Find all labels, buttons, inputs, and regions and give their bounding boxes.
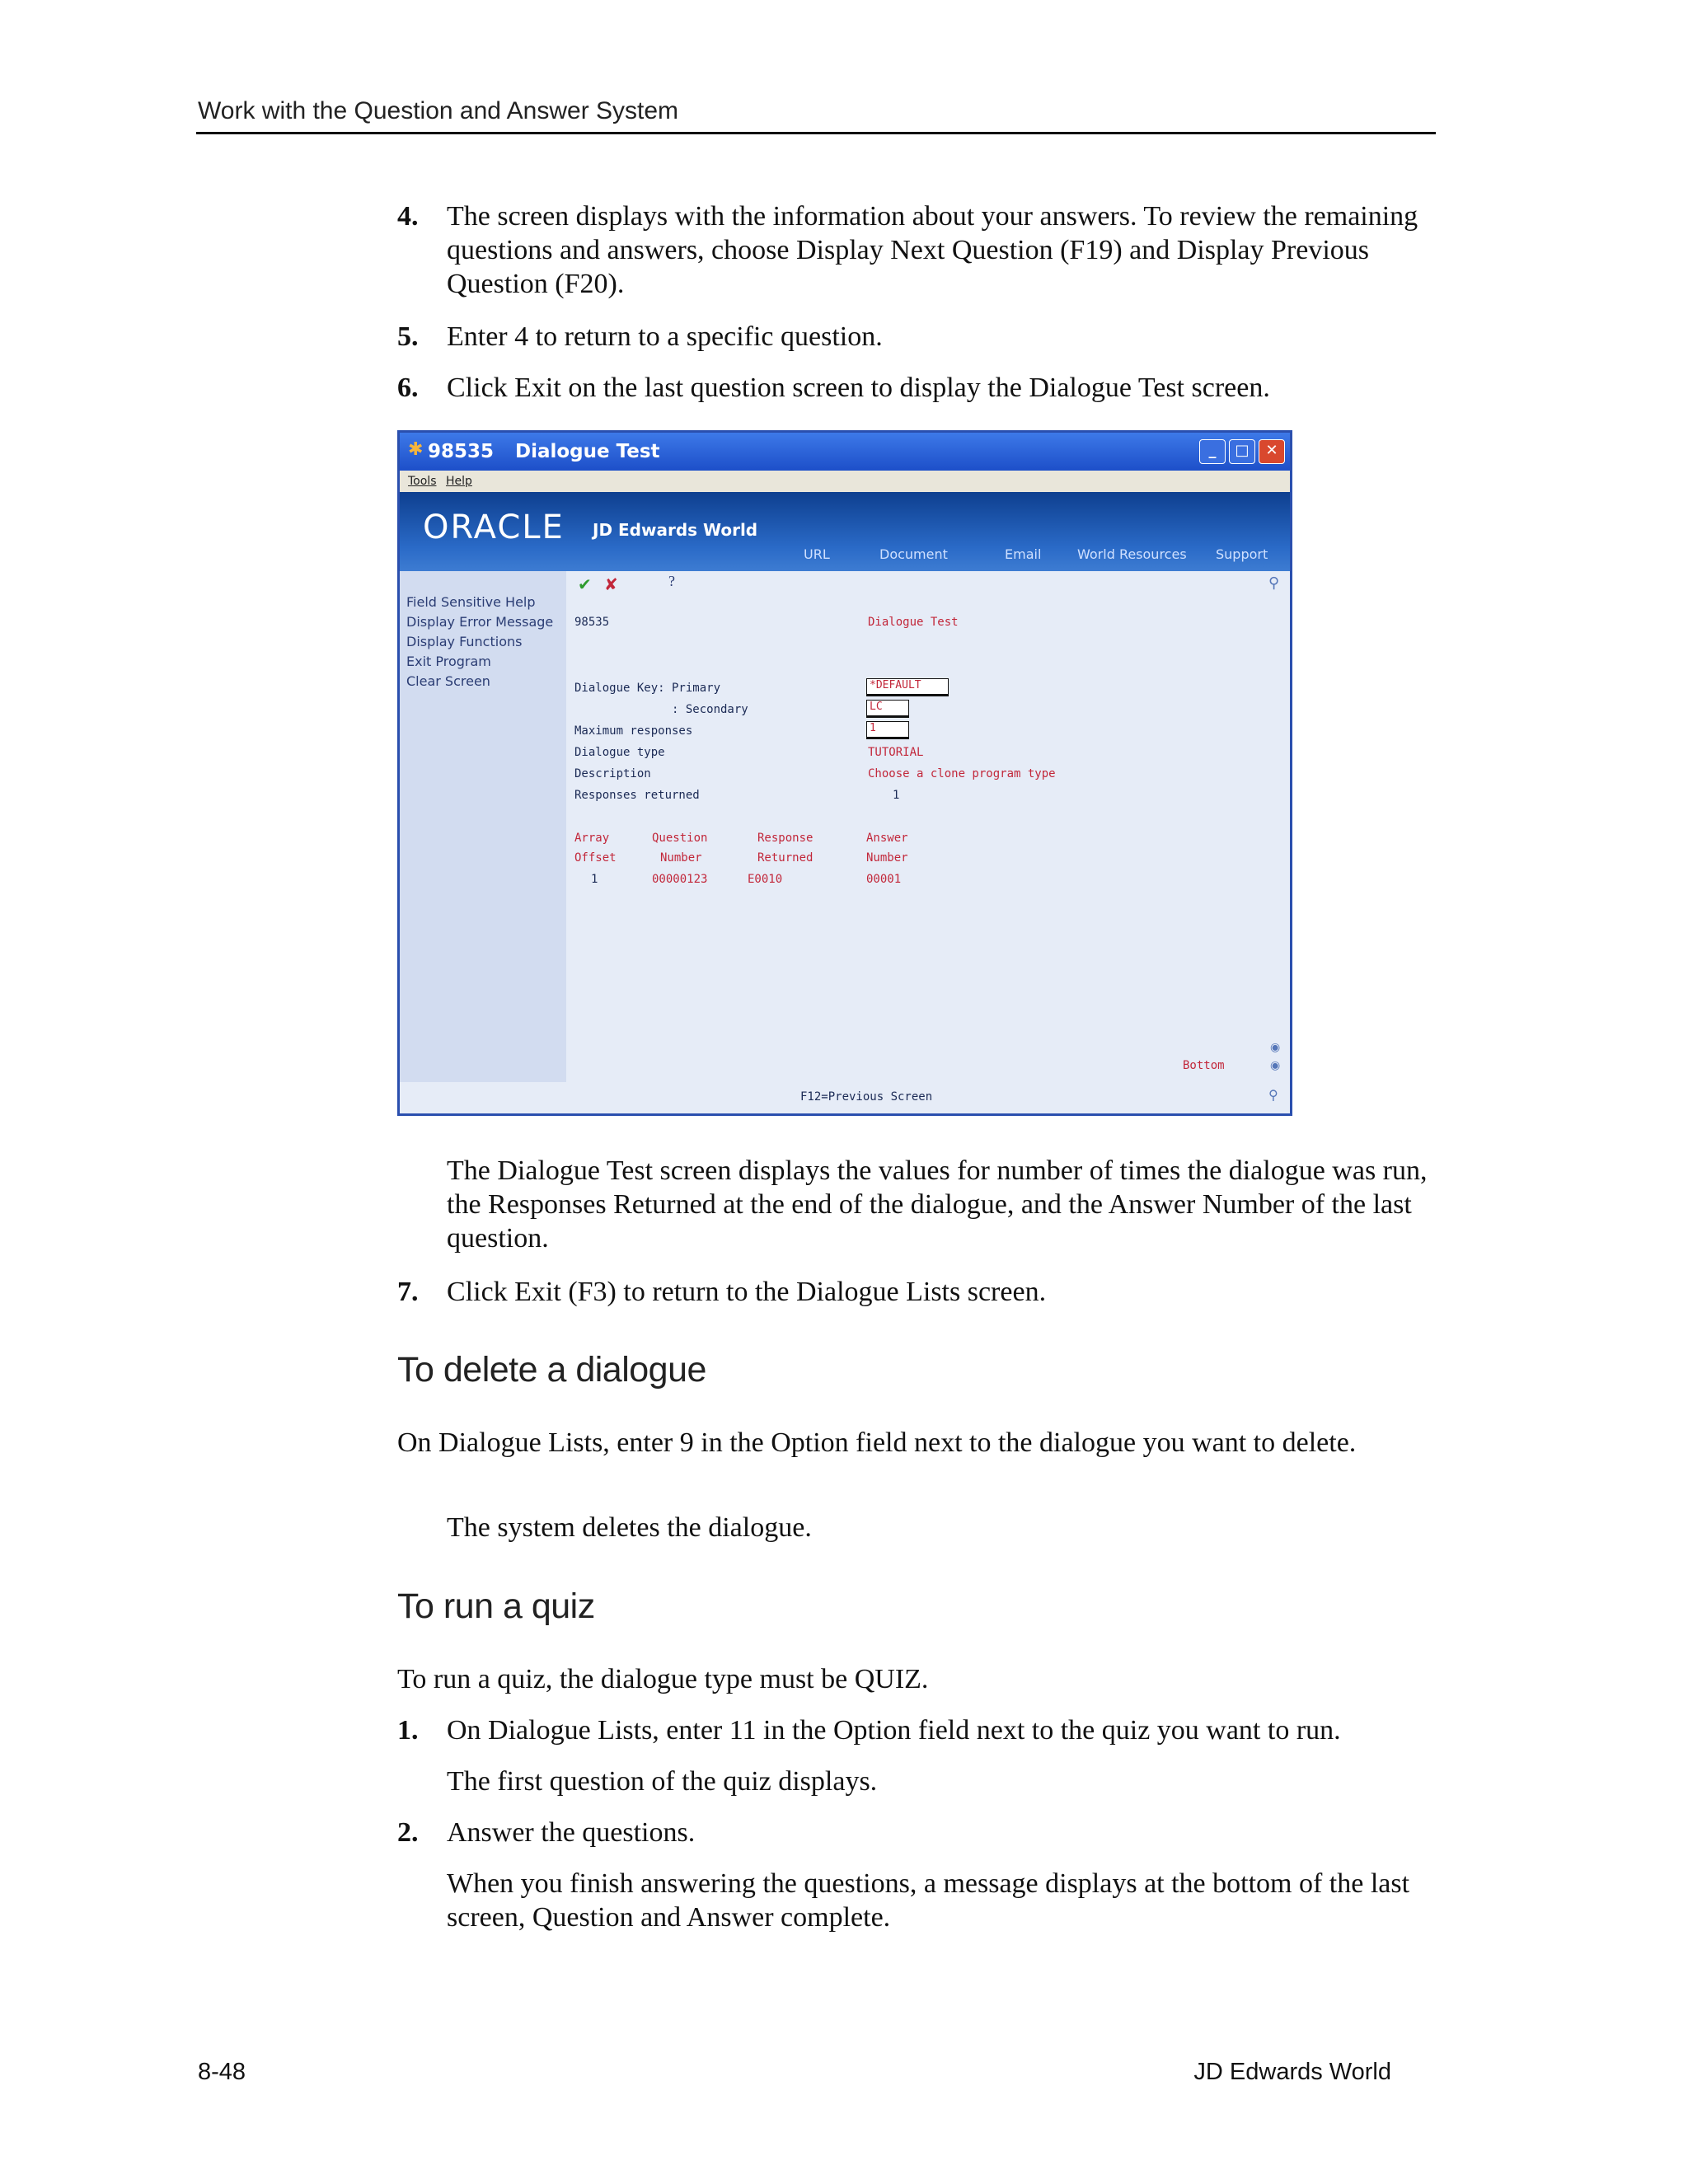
step-number: 2. bbox=[397, 1817, 419, 1848]
step-text: The screen displays with the information about your answers. To review the remaining questions and answers, choose Display Next Question (F19) and Display Previous Question (F20). bbox=[447, 201, 1418, 299]
oracle-banner bbox=[400, 492, 1290, 571]
help-icon[interactable]: ? bbox=[668, 573, 675, 589]
label-dialogue-type: Dialogue type bbox=[574, 746, 665, 759]
menu-exit-program[interactable]: Exit Program bbox=[406, 654, 491, 669]
dialogue-test-screenshot bbox=[397, 430, 1292, 1116]
nav-support[interactable]: Support bbox=[1216, 546, 1268, 562]
step-number: 4. bbox=[397, 201, 419, 232]
step-text: Answer the questions. bbox=[447, 1817, 696, 1848]
responses-returned-value: 1 bbox=[893, 789, 900, 802]
grid-header-returned: Returned bbox=[757, 851, 814, 865]
bottom-marker: Bottom bbox=[1183, 1059, 1225, 1072]
right-tool-column bbox=[1265, 571, 1290, 1082]
zoom-icon[interactable]: ⚲ bbox=[1268, 1089, 1278, 1103]
menu-clear-screen[interactable]: Clear Screen bbox=[406, 673, 490, 689]
delete-result: The system deletes the dialogue. bbox=[447, 1512, 812, 1543]
form-title: Dialogue Test bbox=[868, 616, 959, 629]
window-number: 98535 bbox=[428, 441, 495, 462]
grid-header-response: Response bbox=[757, 832, 814, 845]
nav-url[interactable]: URL bbox=[804, 546, 830, 562]
heading-run-quiz: To run a quiz bbox=[397, 1586, 595, 1626]
delete-instruction: On Dialogue Lists, enter 9 in the Option field next to the dialogue you want to delete. bbox=[397, 1427, 1357, 1458]
screenshot-explanation: The Dialogue Test screen displays the values for number of times the dialogue was run, the Responses Returned at the end of the dialogue, and the Answer Number of the last question. bbox=[447, 1155, 1428, 1254]
nav-world-resources[interactable]: World Resources bbox=[1077, 546, 1187, 562]
dialogue-key-primary-input[interactable]: *DEFAULT bbox=[866, 678, 949, 696]
label-max-responses: Maximum responses bbox=[574, 724, 693, 738]
quiz-step-2-result: When you finish answering the questions, a message displays at the bottom of the last screen, Question and Answer complete. bbox=[447, 1868, 1410, 1933]
jde-logo-text: JD Edwards World bbox=[593, 520, 758, 540]
menu-help[interactable]: Help bbox=[446, 475, 472, 488]
scroll-up-icon[interactable]: ◉ bbox=[1270, 1042, 1281, 1054]
grid-header-question-number: Number bbox=[660, 851, 702, 865]
grid-header-question: Question bbox=[652, 832, 708, 845]
close-button[interactable]: ✕ bbox=[1259, 439, 1285, 464]
step-text: Click Exit on the last question screen to display the Dialogue Test screen. bbox=[447, 373, 1270, 403]
window-title: Dialogue Test bbox=[515, 441, 660, 462]
maximize-button[interactable]: □ bbox=[1229, 439, 1255, 464]
left-function-panel bbox=[400, 571, 566, 1082]
footer-product: JD Edwards World bbox=[1193, 2059, 1391, 2085]
step-number: 6. bbox=[397, 373, 419, 403]
fkey-hint[interactable]: F12=Previous Screen bbox=[800, 1090, 933, 1104]
grid-header-offset: Offset bbox=[574, 851, 617, 865]
quiz-intro: To run a quiz, the dialogue type must be QUIZ. bbox=[397, 1664, 929, 1694]
label-responses-returned: Responses returned bbox=[574, 789, 700, 802]
check-icon[interactable]: ✔ bbox=[578, 576, 592, 594]
quiz-step-1-result: The first question of the quiz displays. bbox=[447, 1766, 878, 1797]
label-key-primary: Dialogue Key: Primary bbox=[574, 682, 721, 695]
grid-cell-answer: 00001 bbox=[866, 873, 902, 886]
step-text: On Dialogue Lists, enter 11 in the Option field next to the quiz you want to run. bbox=[447, 1715, 1341, 1746]
grid-cell-offset: 1 bbox=[591, 873, 598, 886]
app-icon: ✱ bbox=[408, 439, 424, 460]
cancel-icon[interactable]: ✘ bbox=[604, 576, 618, 594]
scroll-down-icon[interactable]: ◉ bbox=[1270, 1060, 1281, 1072]
minimize-button[interactable]: _ bbox=[1199, 439, 1226, 464]
step-number: 7. bbox=[397, 1277, 419, 1307]
step-text: Enter 4 to return to a specific question. bbox=[447, 321, 883, 352]
grid-cell-question: 00000123 bbox=[652, 873, 708, 886]
step-number: 1. bbox=[397, 1715, 419, 1746]
menu-display-error-message[interactable]: Display Error Message bbox=[406, 614, 554, 630]
max-responses-input[interactable]: 1 bbox=[866, 721, 909, 739]
heading-delete-dialogue: To delete a dialogue bbox=[397, 1350, 706, 1390]
step-number: 5. bbox=[397, 321, 419, 352]
label-key-secondary: : Secondary bbox=[672, 703, 748, 716]
label-description: Description bbox=[574, 767, 651, 780]
form-id: 98535 bbox=[574, 616, 610, 629]
header-rule bbox=[196, 132, 1436, 134]
nav-document[interactable]: Document bbox=[879, 546, 948, 562]
window-titlebar bbox=[400, 433, 1290, 471]
running-header: Work with the Question and Answer System bbox=[198, 97, 679, 124]
menu-field-sensitive-help[interactable]: Field Sensitive Help bbox=[406, 594, 536, 610]
grid-header-answer: Answer bbox=[866, 832, 908, 845]
description-value: Choose a clone program type bbox=[868, 767, 1056, 780]
menu-tools[interactable]: Tools bbox=[408, 475, 437, 488]
grid-cell-response: E0010 bbox=[748, 873, 783, 886]
dialogue-type-value: TUTORIAL bbox=[868, 746, 924, 759]
nav-email[interactable]: Email bbox=[1005, 546, 1042, 562]
form-area bbox=[566, 571, 1265, 1082]
dialogue-key-secondary-input[interactable]: LC bbox=[866, 700, 909, 718]
menu-display-functions[interactable]: Display Functions bbox=[406, 634, 523, 649]
step-text: Click Exit (F3) to return to the Dialogue Lists screen. bbox=[447, 1277, 1047, 1307]
grid-header-answer-number: Number bbox=[866, 851, 908, 865]
status-bar bbox=[400, 1082, 1290, 1113]
oracle-logo: ORACLE bbox=[423, 509, 565, 546]
menu-bar bbox=[400, 471, 1290, 492]
grid-header-array: Array bbox=[574, 832, 610, 845]
page-number: 8-48 bbox=[198, 2059, 246, 2085]
search-icon[interactable]: ⚲ bbox=[1268, 574, 1280, 591]
